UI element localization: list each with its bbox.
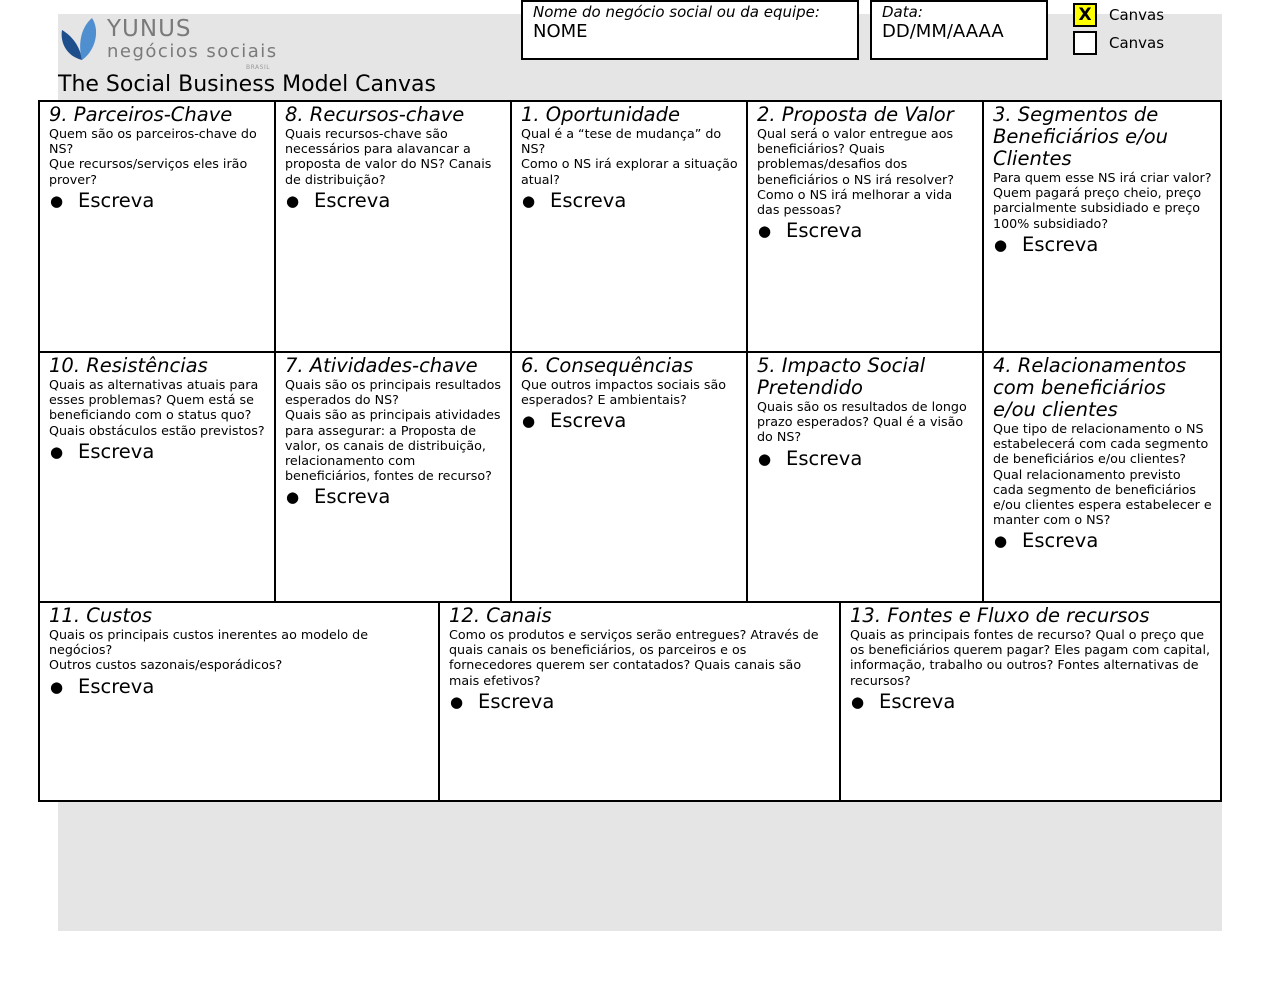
- question-text: Que tipo de relacionamento o NS estabelecerá com cada segmento de beneficiários e/ou clientes? Qual relacionamento previsto cada segmento de beneficiários e/ou clientes espera estabelecer e manter com o NS?: [993, 421, 1212, 528]
- cell-title: 3. Segmentos de Beneficiários e/ou Clientes: [993, 103, 1168, 170]
- question-text: Qual é a “tese de mudança” do NS?: [521, 126, 722, 157]
- question-text: Como o NS irá explorar a situação atual?: [521, 156, 738, 187]
- cell-questions: [449, 627, 831, 688]
- cell-questions: [49, 126, 266, 187]
- yunus-logo: [60, 16, 290, 74]
- canvas-checkbox-unchecked[interactable]: [1073, 31, 1097, 55]
- cell-canais[interactable]: [440, 603, 841, 800]
- question-text: Quais os principais custos inerentes ao modelo de negócios?: [49, 627, 369, 658]
- cell-questions: [850, 627, 1212, 688]
- business-name-field[interactable]: NOME: [533, 21, 588, 42]
- question-text: Quais obstáculos estão previstos?: [49, 422, 265, 438]
- cell-fontes-recursos[interactable]: [841, 603, 1220, 800]
- business-name-box: [521, 0, 859, 60]
- canvas-checkbox-row-2: [1073, 31, 1164, 55]
- question-text: Para quem esse NS irá criar valor?: [993, 170, 1212, 185]
- cell-title: 8. Recursos-chave: [285, 103, 465, 126]
- cell-questions: [285, 126, 502, 187]
- cell-title: 10. Resistências: [49, 354, 208, 377]
- cell-segmentos[interactable]: [984, 102, 1220, 353]
- question-text: Quais são os resultados de longo prazo esperados? Qual é a visão do NS?: [757, 399, 967, 445]
- question-text: Quem pagará preço cheio, preço parcialmente subsidiado e preço 100% subsidiado?: [993, 185, 1202, 231]
- page-title: The Social Business Model Canvas: [58, 72, 436, 97]
- cell-title: 2. Proposta de Valor: [757, 103, 954, 126]
- logo-brand: YUNUS: [107, 16, 192, 42]
- question-text: Qual será o valor entregue aos beneficiários? Quais problemas/desafios dos beneficiários o NS irá resolver? Como o NS irá melhorar a vida das pessoas?: [757, 126, 954, 218]
- cell-title: 1. Oportunidade: [521, 103, 680, 126]
- canvas-checkbox-label: Canvas: [1109, 6, 1165, 24]
- write-bullet[interactable]: ● Escreva: [521, 409, 738, 433]
- canvas-checkbox-label: Canvas: [1109, 34, 1165, 52]
- canvas-checkbox-row-1: [1073, 3, 1164, 27]
- cell-custos[interactable]: [40, 603, 440, 800]
- cell-questions: [49, 377, 266, 438]
- cell-questions: [521, 377, 738, 407]
- cell-title: 7. Atividades-chave: [285, 354, 478, 377]
- question-text: Que recursos/serviços eles irão prover?: [49, 156, 248, 187]
- write-bullet[interactable]: ● Escreva: [49, 440, 266, 464]
- cell-title: 12. Canais: [449, 604, 552, 627]
- cell-questions: [521, 126, 738, 187]
- date-box: [870, 0, 1048, 60]
- cell-parceiros-chave[interactable]: [40, 102, 276, 353]
- question-text: Quais as principais fontes de recurso? Qual o preço que os beneficiários querem pagar? Eles pagam com capital, informação, trabalho ou outros? Fontes alternativas de recursos?: [850, 627, 1211, 688]
- business-name-label: Nome do negócio social ou da equipe:: [533, 3, 820, 21]
- write-bullet[interactable]: ● Escreva: [285, 485, 502, 509]
- question-text: Quais recursos-chave são necessários para alavancar a proposta de valor do NS? Canais de distribuição?: [285, 126, 492, 187]
- question-text: Quais são as principais atividades para assegurar: a Proposta de valor, os canais de distribuição, relacionamento com beneficiários, fontes de recurso?: [285, 407, 501, 484]
- date-field[interactable]: DD/MM/AAAA: [882, 21, 1004, 42]
- logo-country: BRASIL: [246, 64, 271, 71]
- write-bullet[interactable]: ● Escreva: [850, 690, 1212, 714]
- cell-atividades-chave[interactable]: [276, 353, 512, 603]
- cell-questions: [285, 377, 502, 483]
- canvas-checkbox-checked[interactable]: X: [1073, 3, 1097, 27]
- cell-proposta-de-valor[interactable]: [748, 102, 984, 353]
- cell-title: 11. Custos: [49, 604, 153, 627]
- logo-subtitle: negócios sociais: [107, 41, 278, 62]
- canvas-grid: [38, 100, 1222, 802]
- cell-questions: [993, 421, 1212, 527]
- write-bullet[interactable]: ● Escreva: [757, 219, 974, 243]
- cell-impacto-social[interactable]: [748, 353, 984, 603]
- question-text: Que outros impactos sociais são esperados? E ambientais?: [521, 377, 727, 408]
- cell-consequencias[interactable]: [512, 353, 748, 603]
- write-bullet[interactable]: ● Escreva: [49, 675, 430, 699]
- write-bullet[interactable]: ● Escreva: [757, 447, 974, 471]
- write-bullet[interactable]: ● Escreva: [449, 690, 831, 714]
- cell-title: 4. Relacionamentos com beneficiários e/ou clientes: [993, 354, 1187, 421]
- leaf-logo-icon: [60, 16, 104, 62]
- cell-questions: [993, 170, 1212, 231]
- cell-title: 13. Fontes e Fluxo de recursos: [850, 604, 1150, 627]
- question-text: Quem são os parceiros-chave do NS?: [49, 126, 257, 157]
- write-bullet[interactable]: ● Escreva: [285, 189, 502, 213]
- write-bullet[interactable]: ● Escreva: [993, 529, 1212, 553]
- cell-questions: [49, 627, 430, 673]
- question-text: Outros custos sazonais/esporádicos?: [49, 657, 283, 673]
- cell-recursos-chave[interactable]: [276, 102, 512, 353]
- cell-title: 5. Impacto Social Pretendido: [757, 354, 926, 399]
- cell-title: 6. Consequências: [521, 354, 694, 377]
- cell-questions: [757, 126, 974, 217]
- cell-oportunidade[interactable]: [512, 102, 748, 353]
- question-text: Quais são os principais resultados esperados do NS?: [285, 377, 501, 408]
- cell-resistencias[interactable]: [40, 353, 276, 603]
- question-text: Como os produtos e serviços serão entregues? Através de quais canais os beneficiários, os parceiros e os fornecedores querem ser contatados? Quais canais são mais efetivos?: [449, 627, 819, 688]
- write-bullet[interactable]: ● Escreva: [49, 189, 266, 213]
- cell-relacionamentos[interactable]: [984, 353, 1220, 603]
- question-text: Quais as alternativas atuais para esses problemas? Quem está se beneficiando com o status quo?: [49, 377, 259, 423]
- cell-title: 9. Parceiros-Chave: [49, 103, 233, 126]
- write-bullet[interactable]: ● Escreva: [993, 233, 1212, 257]
- date-label: Data:: [882, 3, 923, 21]
- cell-questions: [757, 399, 974, 445]
- write-bullet[interactable]: ● Escreva: [521, 189, 738, 213]
